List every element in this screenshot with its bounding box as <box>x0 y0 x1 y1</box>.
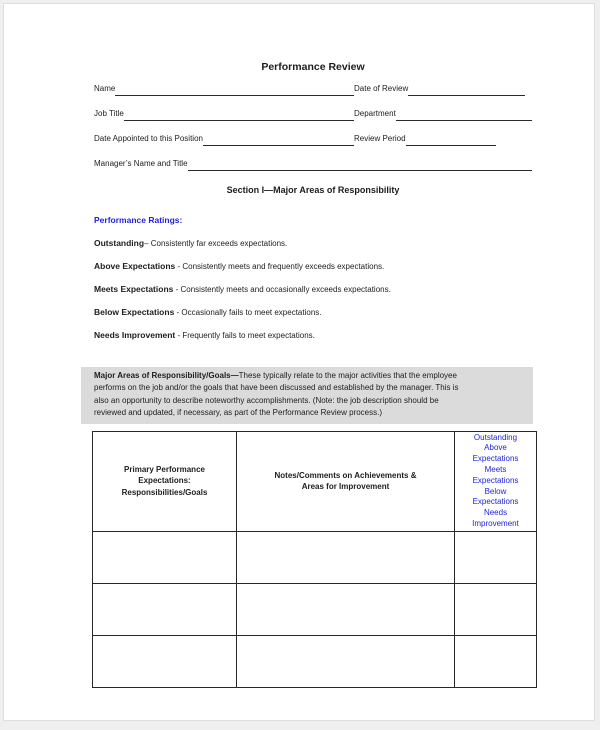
table-cell-expectations[interactable] <box>93 531 237 583</box>
table-cell-rating[interactable] <box>455 531 537 583</box>
responsibilities-table <box>92 431 537 688</box>
instructions-line: also an opportunity to describe noteworthy accomplishments. (Note: the job description should be <box>94 395 439 405</box>
department-label: Department <box>354 109 396 118</box>
name-label: Name <box>94 84 116 93</box>
header-line: Areas for Improvement <box>301 482 390 492</box>
rating-label: Above Expectations <box>94 261 176 271</box>
table-cell-expectations[interactable] <box>93 583 237 635</box>
date-of-review-input-line[interactable] <box>408 83 525 96</box>
rating-item-outstanding <box>94 238 532 249</box>
table-row <box>93 583 537 635</box>
rating-option-line: Expectations <box>472 475 519 485</box>
document-content <box>94 4 532 688</box>
rating-description: - Frequently fails to meet expectations. <box>175 331 315 340</box>
review-period-label: Review Period <box>354 134 406 143</box>
table-header-notes-comments <box>237 431 455 531</box>
rating-option-line: Expectations <box>472 454 519 464</box>
department-input-line[interactable] <box>396 108 532 121</box>
table-cell-notes[interactable] <box>237 583 455 635</box>
table-row <box>93 531 537 583</box>
instructions-paragraph <box>81 367 533 424</box>
table-cell-rating[interactable] <box>455 583 537 635</box>
header-line: Primary Performance <box>124 464 205 474</box>
rating-item-below-expectations <box>94 307 532 318</box>
rating-option-line: Below <box>484 486 507 496</box>
header-line: Responsibilities/Goals <box>121 487 208 497</box>
table-cell-rating[interactable] <box>455 635 537 687</box>
form-row-date-appointed <box>94 133 532 146</box>
table-cell-expectations[interactable] <box>93 635 237 687</box>
rating-description: – Consistently far exceeds expectations. <box>144 239 288 248</box>
header-line: Expectations: <box>138 476 191 486</box>
header-line: Notes/Comments on Achievements & <box>274 470 417 480</box>
date-of-review-label: Date of Review <box>354 84 409 93</box>
form-row-job-title <box>94 108 532 121</box>
table-header-rating-options <box>455 431 537 531</box>
job-title-label: Job Title <box>94 109 124 118</box>
table-cell-notes[interactable] <box>237 635 455 687</box>
instructions-line: performs on the job and/or the goals that have been discussed and established by the manager. This is <box>94 383 459 393</box>
rating-description: - Occasionally fails to meet expectations. <box>174 308 322 317</box>
table-cell-notes[interactable] <box>237 531 455 583</box>
form-field-job-title <box>94 108 354 121</box>
rating-label: Needs Improvement <box>94 330 176 340</box>
form-row-manager <box>94 158 532 171</box>
table-header-primary-expectations <box>93 431 237 531</box>
instructions-bold-lead: Major Areas of Responsibility/Goals— <box>94 371 239 380</box>
rating-option-line: Outstanding <box>473 432 518 442</box>
date-appointed-input-line[interactable] <box>203 133 354 146</box>
instructions-line: reviewed and updated, if necessary, as part of the Performance Review process.) <box>94 408 382 418</box>
rating-item-above-expectations <box>94 261 532 272</box>
instructions-line-rest: These typically relate to the major activities that the employee <box>238 371 457 380</box>
rating-label: Outstanding <box>94 238 145 248</box>
manager-label: Manager’s Name and Title <box>94 159 188 168</box>
rating-option-line: Expectations <box>472 497 519 507</box>
name-input-line[interactable] <box>115 83 354 96</box>
document-page <box>3 3 595 721</box>
ratings-heading: Performance Ratings: <box>94 215 183 225</box>
form-row-name <box>94 83 532 96</box>
table-header-row <box>93 431 537 531</box>
page-title: Performance Review <box>261 61 365 73</box>
rating-option-line: Needs <box>483 508 508 518</box>
instructions-line <box>94 370 527 382</box>
date-appointed-label: Date Appointed to this Position <box>94 134 203 143</box>
rating-description: - Consistently meets and occasionally exceeds expectations. <box>173 285 391 294</box>
rating-label: Meets Expectations <box>94 284 174 294</box>
rating-item-needs-improvement <box>94 330 532 341</box>
rating-option-line: Improvement <box>472 519 519 528</box>
form-field-date-appointed <box>94 133 354 146</box>
rating-description: - Consistently meets and frequently exceeds expectations. <box>175 262 385 271</box>
section-title: Section I—Major Areas of Responsibility <box>226 185 400 195</box>
rating-item-meets-expectations <box>94 284 532 295</box>
rating-option-line: Above <box>484 443 507 453</box>
form-field-name <box>94 83 354 96</box>
manager-input-line[interactable] <box>188 158 532 171</box>
rating-option-line: Meets <box>484 465 507 475</box>
review-period-input-line[interactable] <box>406 133 496 146</box>
job-title-input-line[interactable] <box>124 108 354 121</box>
rating-label: Below Expectations <box>94 307 175 317</box>
table-row <box>93 635 537 687</box>
